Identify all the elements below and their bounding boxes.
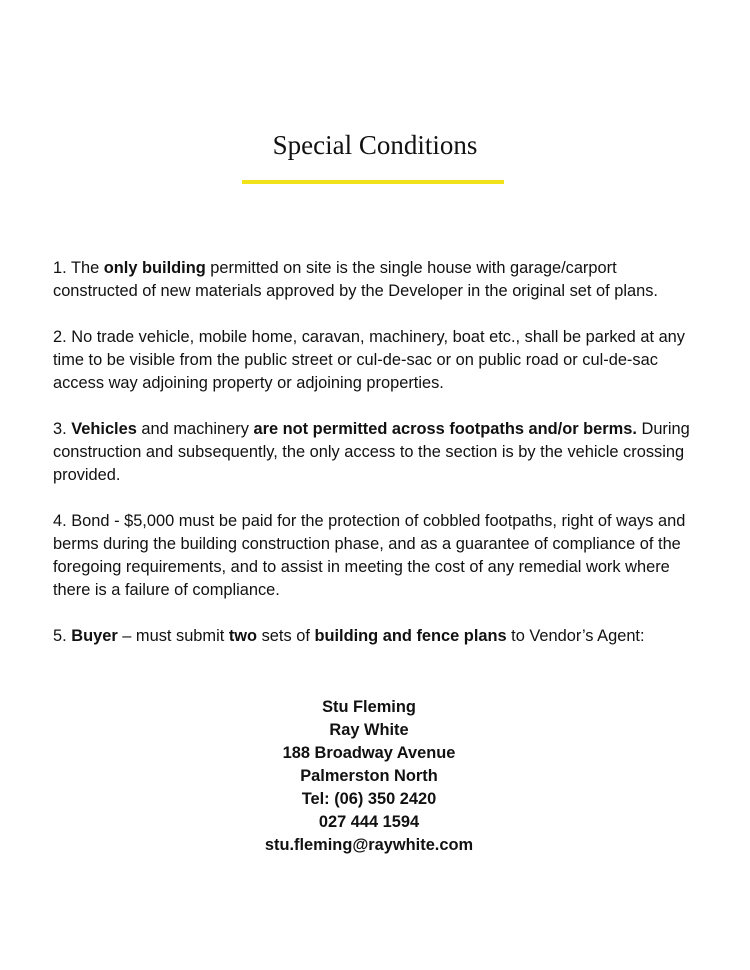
condition-text: – must submit [117, 627, 229, 645]
condition-5 [53, 625, 703, 648]
condition-number: 5. [53, 627, 67, 645]
condition-text: to Vendor’s Agent: [506, 627, 645, 645]
condition-text: The [70, 259, 104, 277]
condition-number: 2. [53, 328, 67, 346]
condition-text: No trade vehicle, mobile home, caravan, machinery, boat etc., shall be parked at any time to be visible from the public street or cul-de-sac or on public road or cul-de-sac access way adjoining property or adjoining properties. [53, 328, 685, 392]
condition-emphasis: Vehicles [71, 420, 137, 438]
condition-3 [53, 418, 703, 487]
condition-1 [53, 257, 703, 303]
condition-number: 1. [53, 259, 67, 277]
condition-text: and machinery [136, 420, 254, 438]
condition-emphasis: two [228, 627, 258, 645]
condition-emphasis: are not permitted across footpaths and/or berms. [253, 420, 637, 438]
agent-phone: Tel: (06) 350 2420 [301, 790, 437, 808]
page-title: Special Conditions [272, 130, 478, 160]
condition-number: 3. [53, 420, 67, 438]
agent-email: stu.fleming@raywhite.com [264, 836, 474, 854]
agent-city: Palmerston North [300, 767, 438, 785]
agent-name: Stu Fleming [322, 698, 416, 716]
condition-text: During construction and subsequently, the only access to the section is by the vehicle crossing provided. [53, 420, 690, 484]
condition-number: 4. [53, 512, 67, 530]
condition-4 [53, 510, 703, 602]
condition-text: Bond - $5,000 must be paid for the protection of cobbled footpaths, right of ways and berms during the building construction phase, and as a guarantee of compliance of the foregoing requirements, and to assist in meeting the cost of any remedial work where there is a failure of compliance. [53, 512, 686, 599]
conditions-list [53, 257, 703, 671]
condition-2 [53, 326, 703, 395]
agent-contact-block [0, 696, 738, 857]
agent-street: 188 Broadway Avenue [282, 744, 456, 762]
title-underline [242, 180, 504, 184]
condition-text: permitted on site is the single house with garage/carport constructed of new materials approved by the Developer in the original set of plans. [53, 259, 658, 300]
agent-mobile: 027 444 1594 [318, 813, 420, 831]
condition-text: sets of [257, 627, 315, 645]
condition-emphasis: only building [103, 259, 206, 277]
condition-emphasis: building and fence plans [314, 627, 507, 645]
condition-emphasis: Buyer [71, 627, 118, 645]
agent-company: Ray White [329, 721, 409, 739]
